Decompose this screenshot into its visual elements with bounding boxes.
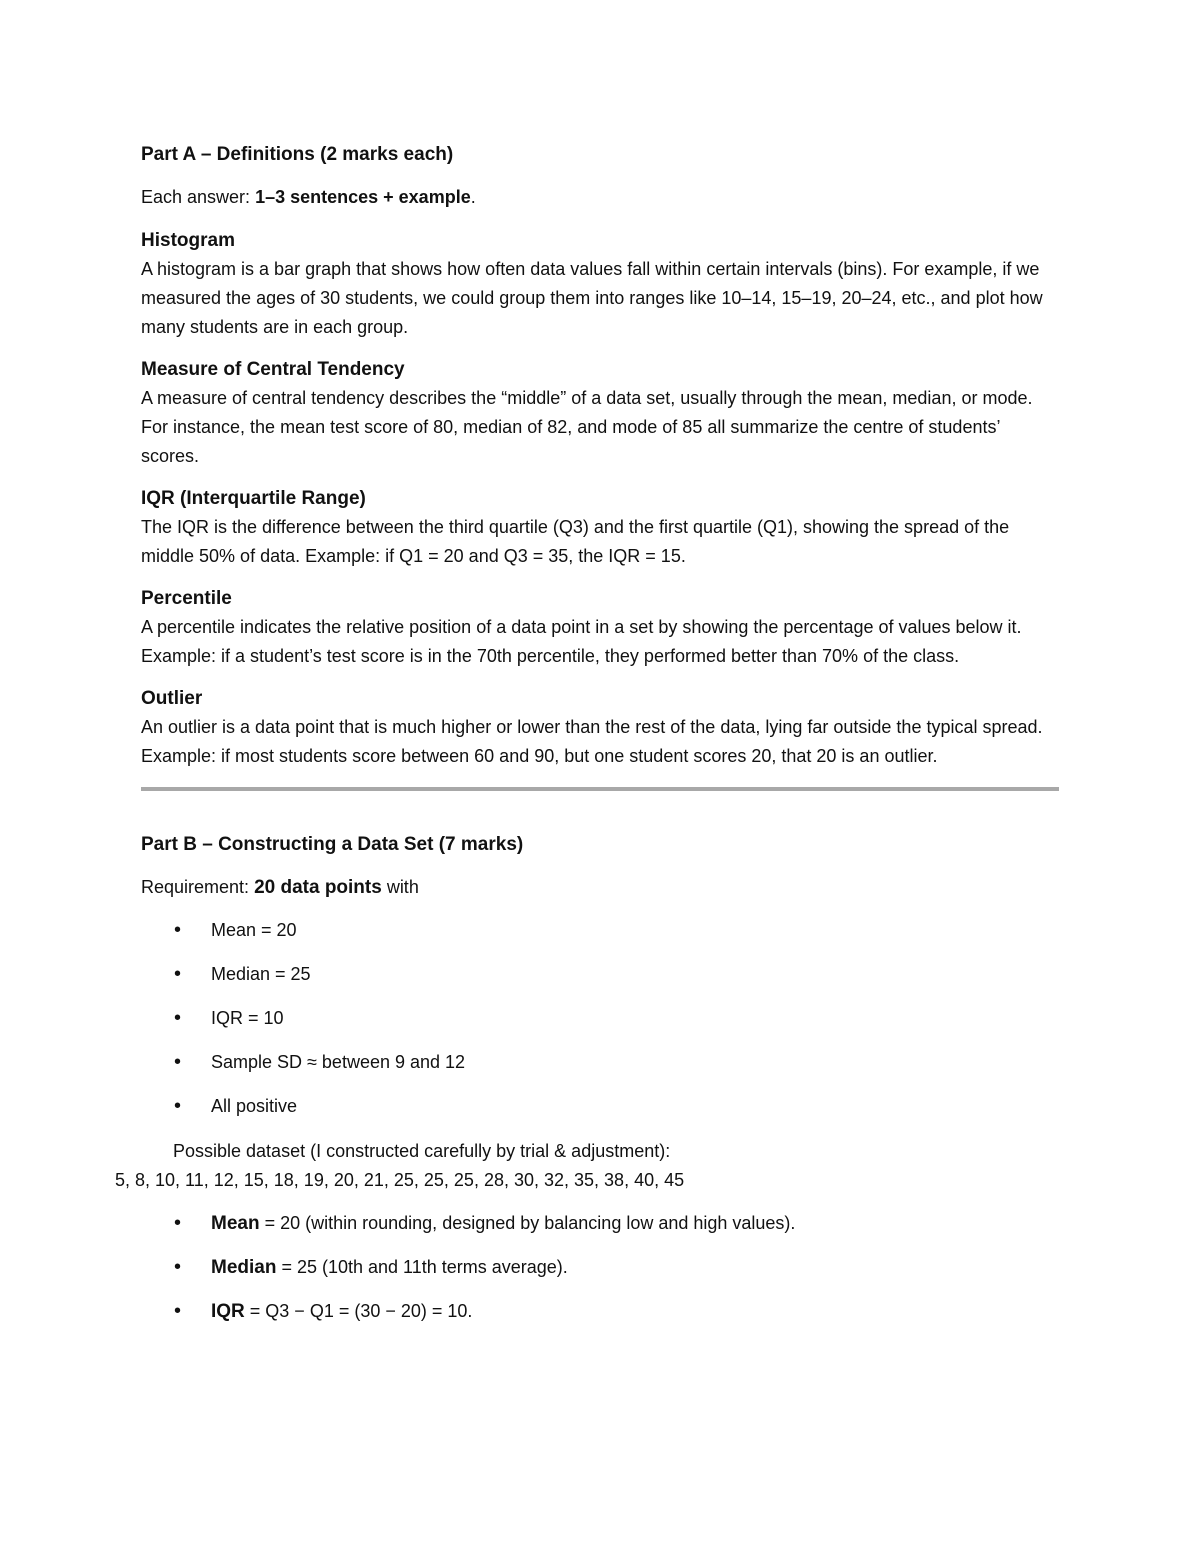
requirement-prefix: Requirement: [141,877,255,897]
requirement-text: Median = 25 [211,964,311,984]
requirement-suffix: with [381,877,419,897]
check-label: Mean [211,1213,260,1234]
definition-term: IQR (Interquartile Range) [141,488,366,509]
list-item [141,1297,1059,1326]
list-item [141,1048,1059,1077]
instruction-suffix: . [470,187,476,207]
checks-list [141,1209,1059,1326]
instruction-prefix: Each answer: [141,187,256,207]
dataset-intro: Possible dataset (I constructed carefully by trial & adjustment): [173,1141,671,1161]
document-page [115,138,1059,1326]
list-item [141,1253,1059,1282]
check-label: Median [211,1257,277,1278]
section-divider [141,787,1059,791]
check-text: = 25 (10th and 11th terms average). [276,1257,568,1277]
definition-text: A histogram is a bar graph that shows how often data values fall within certain intervals (bins). For example, if we measured the ages of 30 students, we could group them into ranges like 10–14, 15–19, 20–24, etc., and plot how many students are in each group. [141,259,1043,337]
definition-iqr [141,484,1059,571]
definition-text: A percentile indicates the relative position of a data point in a set by showing the percentage of values below it. Example: if a student’s test score is in the 70th percentile, they performed better than 70% of the class. [141,617,1022,666]
check-label: IQR [211,1301,245,1322]
requirement-text: Mean = 20 [211,920,297,940]
part-a-heading: Part A – Definitions (2 marks each) [141,144,454,165]
requirement-text: All positive [211,1096,298,1116]
check-text: = Q3 − Q1 = (30 − 20) = 10. [244,1301,473,1321]
definition-term: Outlier [141,688,203,709]
requirement-text: Sample SD ≈ between 9 and 12 [211,1052,466,1072]
bullet-icon: • [174,1212,182,1234]
list-item [141,1004,1059,1033]
bullet-icon: • [174,1256,182,1278]
bullet-icon: • [174,1051,182,1073]
requirement-text: IQR = 10 [211,1008,284,1028]
part-b-heading: Part B – Constructing a Data Set (7 marks) [141,834,524,855]
part-a-instruction [141,183,1059,212]
list-item [141,960,1059,989]
definition-term: Histogram [141,230,235,251]
definition-term: Percentile [141,588,232,609]
bullet-icon: • [174,1300,182,1322]
part-b-requirement [141,873,1059,902]
list-item [141,916,1059,945]
list-item [141,1092,1059,1121]
check-text: = 20 (within rounding, designed by balancing low and high values). [259,1213,796,1233]
definition-histogram [141,226,1059,342]
bullet-icon: • [174,1095,182,1117]
definition-central-tendency [141,355,1059,471]
instruction-bold: 1–3 sentences + example [255,187,471,207]
bullet-icon: • [174,1007,182,1029]
bullet-icon: • [174,919,182,941]
definition-term: Measure of Central Tendency [141,359,405,380]
bullet-icon: • [174,963,182,985]
requirement-bold: 20 data points [254,877,382,898]
definition-text: The IQR is the difference between the third quartile (Q3) and the first quartile (Q1), showing the spread of the middle 50% of data. Example: if Q1 = 20 and Q3 = 35, the IQR = 15. [141,517,1010,566]
dataset-values: 5, 8, 10, 11, 12, 15, 18, 19, 20, 21, 25, 25, 25, 28, 30, 32, 35, 38, 40, 45 [115,1170,685,1190]
definition-percentile [141,584,1059,671]
requirements-list [141,916,1059,1121]
definition-outlier [141,684,1059,771]
definition-text: An outlier is a data point that is much higher or lower than the rest of the data, lying far outside the typical spread. Example: if most students score between 60 and 90, but one student scores 20, that 20 is an outlier. [141,717,1043,766]
definition-text: A measure of central tendency describes the “middle” of a data set, usually through the mean, median, or mode. For instance, the mean test score of 80, median of 82, and mode of 85 all summarize the centre of students’ scores. [141,388,1033,466]
list-item [141,1209,1059,1238]
